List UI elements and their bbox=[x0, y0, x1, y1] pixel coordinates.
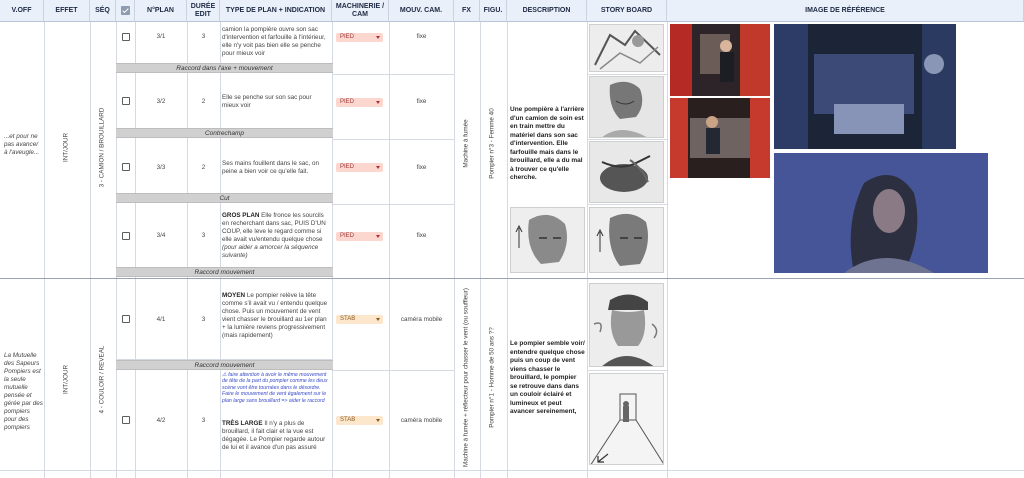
header-fx[interactable]: FX bbox=[454, 0, 480, 22]
duree-value: 2 bbox=[201, 164, 206, 171]
duree-value: 3 bbox=[201, 232, 206, 239]
plan-number: 4/1 bbox=[156, 316, 166, 323]
transition-bar: Raccord mouvement bbox=[116, 267, 333, 277]
plan-number: 4/2 bbox=[156, 417, 166, 424]
reference-image[interactable] bbox=[670, 98, 770, 178]
cam-select[interactable] bbox=[336, 98, 383, 107]
header-mouv[interactable]: MOUV. CAM. bbox=[389, 0, 454, 22]
storyboard-frame[interactable] bbox=[589, 207, 664, 273]
row-checkbox[interactable] bbox=[122, 97, 130, 105]
reference-image[interactable] bbox=[774, 24, 956, 149]
duree-value: 2 bbox=[201, 98, 206, 105]
grid-line bbox=[90, 22, 91, 478]
cam-select-value: PIED bbox=[340, 233, 355, 239]
reference-photo bbox=[774, 24, 956, 149]
chevron-down-icon bbox=[376, 166, 380, 169]
storyboard-sketch bbox=[590, 25, 664, 72]
grid-line bbox=[480, 22, 481, 478]
fx-text: Machine à fumée bbox=[462, 119, 470, 168]
reference-photo bbox=[670, 24, 770, 96]
mouv-value: fixe bbox=[416, 98, 427, 105]
plan-description: camion la pompière ouvre son sac d'intervention et farfouille à l'intérieur, elle n'y voit pas bien elle se penche pour mieux voir bbox=[222, 26, 326, 57]
reference-image[interactable] bbox=[670, 24, 770, 96]
grid-line bbox=[135, 22, 136, 478]
figu-text: Pompier n°3 - Femme 40 bbox=[488, 108, 496, 179]
grid-line bbox=[187, 22, 188, 478]
plan-type-label: GROS PLAN bbox=[222, 212, 260, 219]
cam-select[interactable] bbox=[336, 315, 383, 324]
header-description[interactable]: DESCRIPTION bbox=[507, 0, 587, 22]
row-line bbox=[332, 370, 454, 371]
section-line bbox=[0, 278, 1024, 279]
grid-line bbox=[389, 22, 390, 478]
plan-description: Ses mains fouillent dans le sac, on peine a bien voir ce qu'elle fait. bbox=[222, 160, 319, 175]
row-line bbox=[587, 204, 667, 205]
cam-select[interactable] bbox=[336, 163, 383, 172]
mouv-value: fixe bbox=[416, 164, 427, 171]
cam-select[interactable] bbox=[336, 33, 383, 42]
chevron-down-icon bbox=[376, 36, 380, 39]
reference-photo bbox=[670, 98, 770, 178]
grid-line bbox=[44, 22, 45, 478]
grid-line bbox=[116, 22, 117, 478]
header-effet[interactable]: EFFET bbox=[44, 0, 90, 22]
description-text: Une pompière à l'arrière d'un camion de soin est en train mettre du matériel dans son sac d'intervention. Elle farfouille mais dans le brouillard, elle a du mal à trouver ce qu'elle cherche. bbox=[510, 106, 585, 181]
chevron-down-icon bbox=[376, 101, 380, 104]
header-machinerie[interactable]: MACHINERIE / CAM bbox=[332, 0, 389, 22]
storyboard-frame[interactable] bbox=[589, 76, 664, 138]
cam-select[interactable] bbox=[336, 416, 383, 425]
storyboard-sketch bbox=[590, 142, 664, 203]
mouv-value: fixe bbox=[416, 33, 427, 40]
storyboard-sketch bbox=[590, 77, 664, 138]
header-image-ref[interactable]: IMAGE DE RÉFÉRENCE bbox=[667, 0, 1024, 22]
plan-description: Elle se penche sur son sac pour mieux voir bbox=[222, 94, 312, 109]
header-type-plan[interactable]: TYPE DE PLAN + INDICATION bbox=[220, 0, 332, 22]
header-storyboard[interactable]: STORY BOARD bbox=[587, 0, 667, 22]
row-checkbox[interactable] bbox=[122, 232, 130, 240]
fx-text: Machine à fumée + réflecteur pour chasser le vent (ou souffleur) bbox=[462, 288, 470, 467]
row-checkbox[interactable] bbox=[122, 163, 130, 171]
chevron-down-icon bbox=[376, 419, 380, 422]
header-seq[interactable]: SÉQ bbox=[90, 0, 116, 22]
plan-note: (pour aider a amorcer la séquence suivante) bbox=[222, 244, 319, 259]
row-line bbox=[332, 139, 454, 140]
storyboard-frame[interactable] bbox=[589, 24, 664, 72]
warning-note: ⚠ faire attention à avoir le même mouvement de tête de la part du pompier comme les deux scène vont être tournées dans le désordre. Faire le mouvement de vent également sur le plan large sans brouillard => aider le raccord bbox=[222, 372, 328, 404]
cam-select-value: STAB bbox=[340, 417, 356, 423]
mouv-value: caméra mobile bbox=[400, 316, 443, 323]
plan-text: Elle fronce les sourcils en recherchant dans sac, PUIS D'UN COUP, elle leve le regard comme si elle avait vu/entendu quelque chose bbox=[222, 212, 326, 243]
header-voff[interactable]: V.OFF bbox=[0, 0, 44, 22]
header-nplan[interactable]: N°PLAN bbox=[135, 0, 187, 22]
row-checkbox[interactable] bbox=[122, 416, 130, 424]
header-figu[interactable]: FIGU. bbox=[480, 0, 507, 22]
row-checkbox[interactable] bbox=[122, 33, 130, 41]
grid-line bbox=[587, 22, 588, 478]
effet-text: INT/JOUR bbox=[62, 364, 70, 395]
storyboard-frame[interactable] bbox=[589, 283, 664, 367]
plan-number: 3/1 bbox=[156, 33, 166, 40]
cam-select-value: PIED bbox=[340, 34, 355, 40]
checkbox-header-icon bbox=[121, 6, 130, 15]
plan-number: 3/3 bbox=[156, 164, 166, 171]
plan-number: 3/4 bbox=[156, 232, 166, 239]
plan-type-label: MOYEN bbox=[222, 292, 246, 299]
cam-select-value: PIED bbox=[340, 164, 355, 170]
grid-line bbox=[454, 22, 455, 478]
row-line bbox=[587, 370, 667, 371]
header-duree[interactable]: DURÉE EDIT bbox=[187, 0, 220, 22]
row-line bbox=[0, 470, 1024, 471]
cam-select-value: PIED bbox=[340, 99, 355, 105]
description-text: Le pompier semble voir/ entendre quelque chose puis un coup de vent viens chasser le brouillard, le pompier se retrouve dans dans un couloir éclairé et lumineux et peut avancer sereinement, bbox=[510, 340, 585, 415]
duree-value: 3 bbox=[201, 316, 206, 323]
reference-image[interactable] bbox=[774, 153, 988, 273]
seq-text: 3 - CAMION / BROUILLARD bbox=[98, 107, 106, 188]
voff-text: La Mutuelle des Sapeurs Pompiers est la seule mutuelle pensée et gérée par des pompiers pour des pompiers bbox=[4, 352, 43, 431]
cam-select[interactable] bbox=[336, 232, 383, 241]
storyboard-frame[interactable] bbox=[510, 207, 585, 273]
transition-bar: Cut bbox=[116, 193, 333, 203]
plan-description bbox=[222, 420, 330, 452]
storyboard-sketch bbox=[590, 208, 664, 273]
transition-bar: Raccord mouvement bbox=[116, 360, 333, 370]
header-check[interactable] bbox=[116, 0, 135, 22]
reference-photo bbox=[774, 153, 988, 273]
storyboard-sketch bbox=[511, 208, 585, 273]
chevron-down-icon bbox=[376, 318, 380, 321]
plan-type-label: TRÈS LARGE bbox=[222, 420, 263, 427]
storyboard-sketch bbox=[590, 284, 664, 367]
storyboard-frame[interactable] bbox=[589, 373, 664, 465]
cam-select-value: STAB bbox=[340, 316, 356, 322]
voff-text: ...et pour ne pas avancer à l'aveugle... bbox=[4, 133, 40, 156]
row-line bbox=[332, 74, 454, 75]
storyboard-frame[interactable] bbox=[589, 141, 664, 203]
figu-text: Pompier n°1 - Homme de 50 ans ?? bbox=[488, 327, 496, 428]
row-checkbox[interactable] bbox=[122, 315, 130, 323]
row-line bbox=[332, 204, 454, 205]
storyboard-sketch bbox=[590, 374, 664, 465]
grid-line bbox=[332, 22, 333, 478]
seq-text: 4 - COULOIR / REVEAL bbox=[98, 345, 106, 414]
plan-text: Il n'y a plus de brouillard, il fait clair et la vue est dégagée. Le Pompier regarde autour de lui et il avance d'un pas assuré bbox=[222, 420, 326, 451]
grid-line bbox=[507, 22, 508, 478]
plan-text: Le pompier relève la tête comme s'il avait vu / entendu quelque chose. Puis un mouvement de vent vient chasser le brouillard au 1er plan + la lumière reviens progressivement (mais rapidement) bbox=[222, 292, 328, 339]
row-line bbox=[587, 74, 667, 75]
plan-description bbox=[222, 212, 330, 260]
plan-number: 3/2 bbox=[156, 98, 166, 105]
mouv-value: caméra mobile bbox=[400, 417, 443, 424]
duree-value: 3 bbox=[201, 33, 206, 40]
chevron-down-icon bbox=[376, 235, 380, 238]
grid-line bbox=[220, 22, 221, 478]
duree-value: 3 bbox=[201, 417, 206, 424]
transition-bar: Raccord dans l'axe + mouvement bbox=[116, 63, 333, 73]
mouv-value: fixe bbox=[416, 232, 427, 239]
effet-text: INT/JOUR bbox=[62, 132, 70, 163]
plan-description bbox=[222, 292, 330, 340]
row-line bbox=[587, 139, 667, 140]
grid-line bbox=[667, 22, 668, 478]
transition-bar: Contrechamp bbox=[116, 128, 333, 138]
